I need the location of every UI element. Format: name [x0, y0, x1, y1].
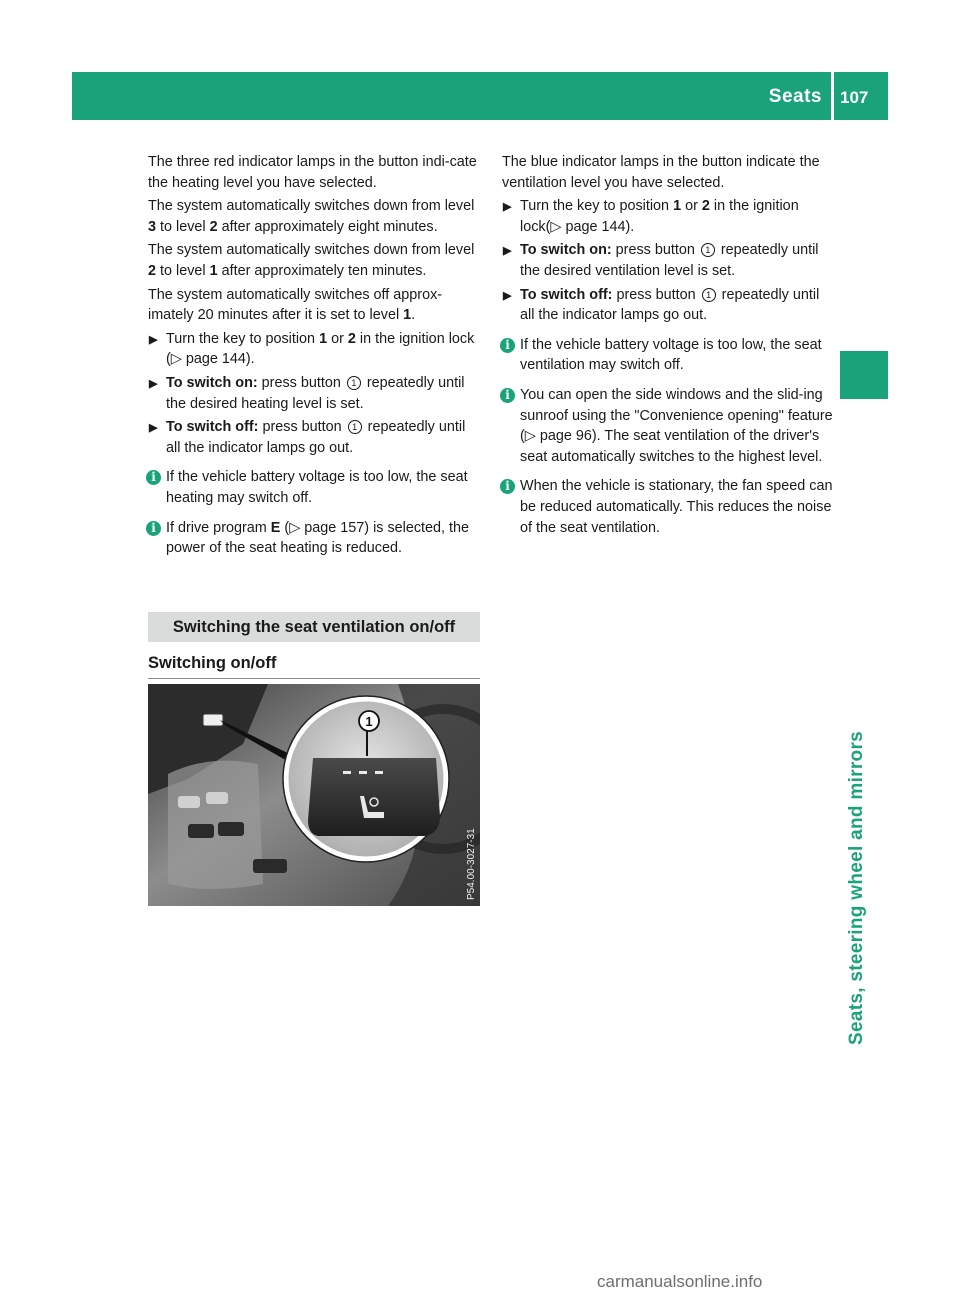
page-reference[interactable]: ▷ page 157 — [289, 519, 365, 536]
step-arrow-icon: ▶ — [149, 377, 158, 390]
callout-number: 1 — [701, 243, 715, 257]
step-arrow-icon: ▶ — [503, 289, 512, 302]
info-note: i When the vehicle is stationary, the fan speed can be reduced automatically. This reduces the noise of the seat ventilation. — [502, 476, 836, 538]
info-note: i If drive program E (▷ page 157) is selected, the power of the seat heating is reduced. — [148, 518, 482, 559]
info-note: i If the vehicle battery voltage is too low, the seat heating may switch off. — [148, 467, 482, 508]
instruction-step: ▶ To switch off: press button 1 repeatedly until all the indicator lamps go out. — [503, 286, 820, 324]
page-reference[interactable]: ▷ page 144 — [170, 351, 246, 368]
info-icon: i — [500, 388, 515, 403]
page-reference[interactable]: ▷ page 144 — [550, 218, 626, 235]
figure-callout: 1 — [365, 714, 373, 729]
figure-code: P54.00-3027-31 — [466, 828, 477, 900]
chapter-tab — [840, 351, 888, 399]
step-arrow-icon: ▶ — [503, 201, 512, 214]
step-arrow-icon: ▶ — [149, 422, 158, 435]
page-number: 107 — [840, 88, 869, 107]
header-divider — [831, 72, 834, 120]
info-note: i If the vehicle battery voltage is too low, the seat ventilation may switch off. — [502, 335, 836, 376]
instruction-step: ▶ To switch on: press button 1 repeatedly until the desired heating level is set. — [149, 374, 465, 412]
info-icon: i — [146, 470, 161, 485]
paragraph: The system automatically switches off approx-imately 20 minutes after it is set to level 1. — [148, 286, 443, 324]
section-heading: Switching the seat ventilation on/off — [148, 612, 480, 642]
seat-ventilation-button-photo — [148, 684, 480, 906]
info-icon: i — [500, 338, 515, 353]
instruction-step: ▶ To switch off: press button 1 repeatedly until all the indicator lamps go out. — [149, 419, 466, 456]
paragraph: The system automatically switches down from level 3 to level 2 after approximately eight minutes. — [148, 198, 475, 235]
left-column — [148, 152, 482, 562]
instruction-step: ▶ Turn the key to position 1 or 2 in the ignition lock(▷ page 144). — [503, 198, 799, 235]
right-column — [502, 152, 836, 541]
watermark-text: carmanualsonline.info — [597, 1272, 763, 1291]
sub-heading: Switching on/off — [148, 652, 480, 679]
info-icon: i — [500, 479, 515, 494]
info-icon: i — [146, 521, 161, 536]
instruction-step: ▶ To switch on: press button 1 repeatedly until the desired ventilation level is set. — [503, 242, 819, 279]
callout-number: 1 — [348, 420, 362, 434]
paragraph: The system automatically switches down from level 2 to level 1 after approximately ten minutes. — [148, 242, 475, 279]
chapter-title: Seats, steering wheel and mirrors — [846, 730, 867, 1045]
paragraph: The three red indicator lamps in the button indi-cate the heating level you have selected. — [148, 154, 477, 191]
instruction-step: ▶ Turn the key to position 1 or 2 in the ignition lock (▷ page 144). — [149, 330, 475, 368]
step-arrow-icon: ▶ — [149, 333, 158, 346]
step-arrow-icon: ▶ — [503, 245, 512, 258]
callout-number: 1 — [702, 288, 716, 302]
info-note: i You can open the side windows and the slid-ing sunroof using the "Convenience opening" feature (▷ page 96). The seat ventilation of the driver's seat automatically switches to the highest level. — [502, 385, 836, 467]
paragraph: The blue indicator lamps in the button indicate the ventilation level you have selected. — [502, 154, 820, 191]
section-title: Seats — [768, 86, 822, 107]
page-reference[interactable]: ▷ page 96 — [524, 428, 592, 445]
callout-number: 1 — [347, 376, 361, 390]
